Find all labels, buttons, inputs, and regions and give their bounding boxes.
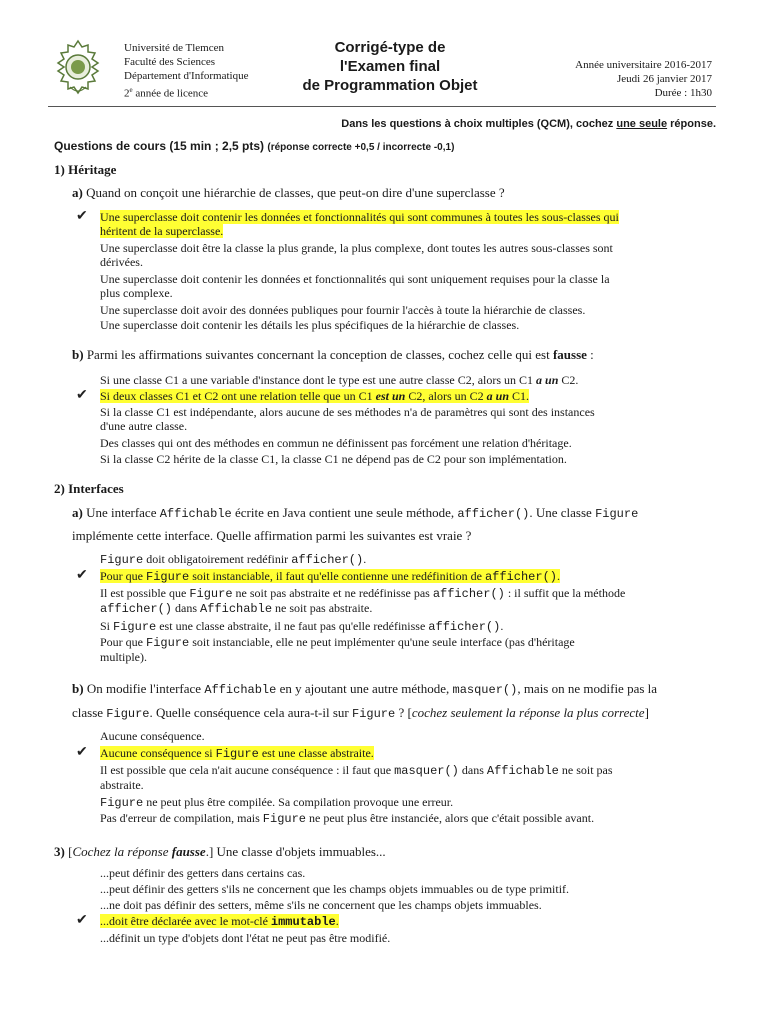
institution-line: 2e année de licence xyxy=(124,86,209,100)
code-term: Figure xyxy=(146,570,190,584)
exam-date: Jeudi 26 janvier 2017 xyxy=(616,73,712,85)
exam-title xyxy=(270,38,510,95)
option-text: : il suffit que la méthode xyxy=(504,586,626,600)
option-text: Une superclasse doit contenir les données et fonctionnalités qui sont communes à toutes les sous-classes qui xyxy=(100,210,619,224)
code-term: Figure xyxy=(215,747,259,761)
option-text: ...peut définir des getters s'ils ne concernent que les champs objets immuables ou de type primitif. xyxy=(100,882,570,896)
code-term: Figure xyxy=(100,553,144,567)
option-text: d'une autre classe. xyxy=(100,419,188,433)
header-divider xyxy=(48,106,716,107)
check-icon: ✔ xyxy=(76,388,88,403)
code-term: Figure xyxy=(113,620,157,634)
option-1a-2[interactable] xyxy=(100,241,720,269)
option-text: dérivées. xyxy=(100,255,143,269)
question-1a xyxy=(72,183,505,203)
option-emphasis: a un xyxy=(486,389,510,403)
option-text: ne peut plus être compilée. Sa compilation provoque une erreur. xyxy=(143,795,454,809)
code-term: Affichable xyxy=(159,507,232,521)
option-text: Des classes qui ont des méthodes en commun ne définissent pas forcément une relation d'héritage. xyxy=(100,436,572,450)
option-text: héritent de la superclasse. xyxy=(100,224,224,238)
code-term: afficher() xyxy=(457,507,530,521)
instruction-text: réponse. xyxy=(667,118,716,130)
question-text: ? [ xyxy=(395,705,412,720)
option-2a-3[interactable] xyxy=(100,586,720,616)
option-text: . xyxy=(500,619,504,633)
option-text: ne soit pas abstraite. xyxy=(272,601,373,615)
option-text: . xyxy=(556,569,560,583)
option-2a-2[interactable] xyxy=(76,568,720,584)
question-hint: Cochez la réponse xyxy=(72,844,172,859)
question-text: Une interface xyxy=(82,505,160,520)
option-text: est une classe abstraite, il ne faut pas qu'elle redéfinisse xyxy=(156,619,429,633)
option-text: Une superclasse doit contenir les détails les plus spécifiques de la hiérarchie de classes. xyxy=(100,318,520,332)
instructions xyxy=(341,118,716,130)
question-2b xyxy=(72,679,657,700)
option-text: C1. xyxy=(509,389,530,403)
option-2b-1[interactable] xyxy=(100,729,720,743)
option-text: plus complexe. xyxy=(100,286,173,300)
option-1a-5[interactable] xyxy=(100,318,720,332)
option-1b-5[interactable] xyxy=(100,452,720,466)
option-1b-1[interactable] xyxy=(100,373,720,387)
option-text: abstraite. xyxy=(100,778,144,792)
question-3 xyxy=(54,842,386,862)
code-term: Figure xyxy=(595,507,639,521)
option-text: Une superclasse doit être la classe la plus grande, la plus complexe, dont toutes les autres sous-classes sont xyxy=(100,241,613,255)
question-text: écrite en Java contient une seule méthode, xyxy=(231,505,458,520)
option-2a-5[interactable] xyxy=(100,635,720,664)
question-hint: cochez seulement la réponse la plus correcte xyxy=(411,705,645,720)
code-term: afficher() xyxy=(291,553,364,567)
check-icon: ✔ xyxy=(76,913,88,928)
header-date xyxy=(575,58,712,100)
option-1b-2[interactable] xyxy=(76,388,720,403)
option-1b-3[interactable] xyxy=(100,405,720,433)
question-text: Quand on conçoit une hiérarchie de classes, que peut-on dire d'une superclasse ? xyxy=(82,185,505,200)
option-text: Il est possible que xyxy=(100,586,190,600)
option-3-2[interactable] xyxy=(100,882,720,896)
option-text: dans xyxy=(458,763,487,777)
question-1b xyxy=(72,345,594,365)
option-text: Une superclasse doit avoir des données publiques pour fournir l'accès à toute la hiérarchie de classes. xyxy=(100,303,586,317)
option-2b-4[interactable] xyxy=(100,795,720,810)
option-3-3[interactable] xyxy=(100,898,720,912)
code-term: masquer() xyxy=(452,683,518,697)
question-text: Parmi les affirmations suivantes concernant la conception de classes, cochez celle qui est xyxy=(83,347,553,362)
institution-line: Faculté des Sciences xyxy=(124,56,216,68)
question-text: en y ajoutant une autre méthode, xyxy=(276,681,453,696)
option-text: ...peut définir des getters dans certains cas. xyxy=(100,866,306,880)
option-text: ...ne doit pas définir des setters, même s'ils ne concernent que les champs objets immuables. xyxy=(100,898,542,912)
option-1b-4[interactable] xyxy=(100,436,720,450)
code-term: masquer() xyxy=(394,764,459,778)
code-term: Figure xyxy=(262,812,307,826)
option-text: . xyxy=(363,552,367,566)
option-text: Si la classe C1 est indépendante, alors aucune de ses méthodes n'a de paramètres qui sont des instances xyxy=(100,405,595,419)
code-term: Figure xyxy=(189,587,233,601)
option-text: Si la classe C2 hérite de la classe C1, la classe C1 ne dépend pas de C2 pour son implémentation. xyxy=(100,452,567,466)
option-3-5[interactable] xyxy=(100,931,720,945)
option-text: Si xyxy=(100,619,114,633)
option-1a-1[interactable] xyxy=(76,209,720,238)
question-text: classe xyxy=(72,705,107,720)
option-emphasis: est un xyxy=(375,389,406,403)
option-2a-1[interactable] xyxy=(100,552,720,567)
question-2b-line2 xyxy=(72,703,649,724)
option-text: dans xyxy=(172,601,201,615)
option-text: C2. xyxy=(558,373,579,387)
title-line: Corrigé-type de xyxy=(334,39,446,56)
option-2a-4[interactable] xyxy=(100,619,720,634)
option-emphasis: a un xyxy=(536,373,559,387)
code-term: Figure xyxy=(146,636,190,650)
option-3-1[interactable] xyxy=(100,866,720,880)
institution-line: Département d'Informatique xyxy=(124,70,249,82)
option-text: ...définit un type d'objets dont l'état ne peut pas être modifié. xyxy=(100,931,391,945)
option-text: Il est possible que cela n'ait aucune conséquence : il faut que xyxy=(100,763,395,777)
option-text: Pour que xyxy=(100,635,146,649)
option-text: Aucune conséquence. xyxy=(100,729,205,743)
exam-duration: Durée : 1h30 xyxy=(654,87,712,99)
question-text: On modifie l'interface xyxy=(83,681,205,696)
code-term: Affichable xyxy=(200,602,273,616)
course-questions-title: Questions de cours (15 min ; 2,5 pts) xyxy=(54,139,265,153)
option-2b-5[interactable] xyxy=(100,811,720,826)
title-line: de Programmation Objet xyxy=(302,77,478,94)
code-term: afficher() xyxy=(428,620,501,634)
question-emphasis: fausse xyxy=(552,347,587,362)
university-logo xyxy=(48,37,108,97)
question-label: b) xyxy=(72,347,84,362)
course-questions-heading xyxy=(54,139,454,153)
option-1a-4[interactable] xyxy=(100,303,720,317)
option-text: Une superclasse doit contenir les données et fonctionnalités qui sont uniquement requises pour la classe la xyxy=(100,272,610,286)
option-3-4[interactable] xyxy=(76,913,720,929)
option-text: ne soit pas abstraite et ne redéfinisse pas xyxy=(232,586,433,600)
question-text: . Quelle conséquence cela aura-t-il sur xyxy=(149,705,352,720)
option-text: soit instanciable, il faut qu'elle contienne une redéfinition de xyxy=(189,569,485,583)
question-2a xyxy=(72,503,638,524)
option-1a-3[interactable] xyxy=(100,272,720,300)
code-term: Affichable xyxy=(204,683,277,697)
question-label: a) xyxy=(72,505,83,520)
option-text: est une classe abstraite. xyxy=(258,746,374,760)
code-term: afficher() xyxy=(432,587,505,601)
code-term: Figure xyxy=(100,796,144,810)
question-label: 3) xyxy=(54,844,65,859)
question-label: b) xyxy=(72,681,84,696)
option-text: doit obligatoirement redéfinir xyxy=(143,552,292,566)
question-text: .] Une classe d'objets immuables... xyxy=(205,844,386,859)
header-institution xyxy=(124,41,248,101)
option-text: multiple). xyxy=(100,650,147,664)
instruction-underlined: une seule xyxy=(616,118,668,130)
title-line: l'Examen final xyxy=(339,58,441,75)
question-2a-line2: implémente cette interface. Quelle affirmation parmi les suivantes est vraie ? xyxy=(72,528,472,543)
option-text: ...doit être déclarée avec le mot-clé xyxy=(100,914,271,928)
question-text: , mais on ne modifie pas la xyxy=(517,681,658,696)
option-text: Aucune conséquence si xyxy=(100,746,216,760)
code-term: afficher() xyxy=(484,570,557,584)
code-term: Figure xyxy=(106,707,150,721)
academic-year: Année universitaire 2016-2017 xyxy=(575,59,712,71)
check-icon: ✔ xyxy=(76,209,88,224)
code-term: Figure xyxy=(352,707,396,721)
instruction-text: Dans les questions à choix multiples (QCM), cochez xyxy=(341,118,617,130)
check-icon: ✔ xyxy=(76,568,88,583)
institution-line: Université de Tlemcen xyxy=(124,42,224,54)
question-text: [ xyxy=(64,844,73,859)
option-2b-2[interactable] xyxy=(76,745,720,761)
option-text: Si deux classes C1 et C2 ont une relation telle que un C1 xyxy=(100,389,376,403)
option-text: C2, alors un C2 xyxy=(405,389,487,403)
section-interfaces: 2) Interfaces xyxy=(54,481,124,496)
option-2b-3[interactable] xyxy=(100,763,720,792)
option-text: Pas d'erreur de compilation, mais xyxy=(100,811,263,825)
option-text: . xyxy=(335,914,339,928)
question-label: a) xyxy=(72,185,83,200)
scoring-rule: (réponse correcte +0,5 / incorrecte -0,1) xyxy=(267,142,455,153)
option-text: ne peut plus être instanciée, alors que c'était possible avant. xyxy=(306,811,595,825)
code-term: immutable xyxy=(270,915,336,929)
code-term: Affichable xyxy=(486,764,559,778)
question-text: ] xyxy=(644,705,649,720)
check-icon: ✔ xyxy=(76,745,88,760)
code-term: afficher() xyxy=(100,602,173,616)
option-text: ne soit pas xyxy=(558,763,613,777)
option-text: soit instanciable, elle ne peut implémenter qu'une seule interface (pas d'héritage xyxy=(189,635,575,649)
question-text: : xyxy=(586,347,594,362)
option-text: Pour que xyxy=(100,569,146,583)
section-heritage: 1) Héritage xyxy=(54,162,117,177)
question-emphasis: fausse xyxy=(171,844,206,859)
question-text: . Une classe xyxy=(529,505,596,520)
option-text: Si une classe C1 a une variable d'instance dont le type est une autre classe C2, alors un C1 xyxy=(100,373,537,387)
